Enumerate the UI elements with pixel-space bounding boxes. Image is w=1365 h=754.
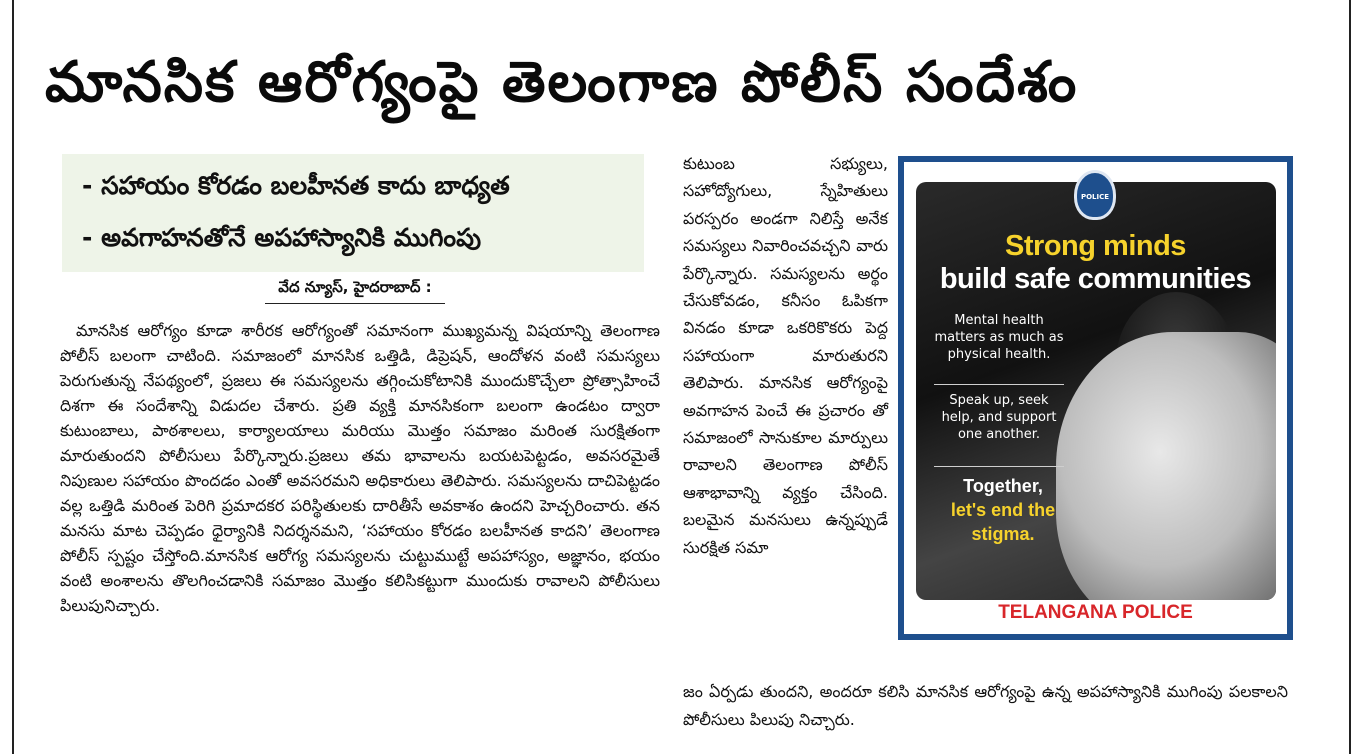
article-column-2: కుటుంబ సభ్యులు, సహోద్యోగులు, స్నేహితులు పరస్పరం అండగా నిలిస్తే అనేక సమస్యలు నివారించవచ్చని వారు పేర్కొన్నారు. సమస్యలను అర్థం చేసుకోవడం, కనీసం ఓపికగా వినడం కూడా ఒకరికొకరు పెద్ద సహాయంగా మారుతురని తెలిపారు. మానసిక ఆరోగ్యంపై అవగాహన పెంచే ఈ ప్రచారం తో సమాజంలో సానుకూల మార్పులు రావాలని తెలంగాణ పోలీస్ ఆశాభావాన్ని వ్యక్తం చేసింది. బలమైన మనసులు ఉన్నప్పుడే సురక్షిత సమా [683,154,888,557]
poster-title-line1: Strong minds [1005,230,1186,262]
poster-text-1: Mental health matters as much as physical health. [934,313,1064,362]
byline: వేద న్యూస్, హైదరాబాద్ : [265,278,445,304]
police-badge-icon: POLICE [1074,170,1116,220]
poster-divider-1 [934,384,1064,385]
poster-divider-2 [934,466,1064,467]
poster-together: Together, [963,476,1043,496]
person-shoulder-shape [1056,332,1276,600]
poster-footer: TELANGANA POLICE [998,602,1193,623]
poster-stigma: let's end the stigma. [950,500,1056,544]
poster-image [898,156,1293,640]
subheading-2: - అవగాహనతోనే అపహాస్యానికి ముగింపు [82,223,482,252]
poster-text-2: Speak up, seek help, and support one another. [941,393,1057,442]
subheading-box [62,154,644,272]
subheading-1: - సహాయం కోరడం బలహీనత కాదు బాధ్యత [82,171,510,200]
poster-title-line2: build safe communities [939,263,1252,295]
article-column-1: మానసిక ఆరోగ్యం కూడా శారీరక ఆరోగ్యంతో సమానంగా ముఖ్యమన్న విషయాన్ని తెలంగాణ పోలీస్ బలంగా చాటింది. సమాజంలో మానసిక ఒత్తిడి, డిప్రెషన్, ఆందోళన వంటి సమస్యలు పెరుగుతున్న నేపథ్యంలో, ప్రజలు ఈ సమస్యలను తగ్గించుకోటానికి ముందుకొచ్చేలా ప్రోత్సాహించే దిశగా ఈ సందేశాన్ని విడుదల చేశారు. ప్రతి వ్యక్తి మానసికంగా బలంగా ఉండటం ద్వారా కుటుంబాలు, పాఠశాలలు, కార్యాలయాలు మరియు మొత్తం సమాజం మరింత సురక్షితంగా మారుతుందని పోలీసులు పేర్కొన్నారు.ప్రజలు తమ భావాలను బయటపెట్టడం, అవసరమైతే నిపుణుల సహాయం పొందడం ఎంతో అవసరమని అధికారులు తెలిపారు. సమస్యలను దాచిపెట్టడం వల్ల ఒత్తిడి మరింత పెరిగి ప్రమాదకర పరిస్థితులకు దారితీసే అవకాశం ఉందని హెచ్చరించారు. తన మనసు మాట చెప్పడం ధైర్యానికి నిదర్శనమని, ‘సహాయం కోరడం బలహీనత కాదని’ తెలంగాణ పోలీస్ స్పష్టం చేస్తోంది.మానసిక ఆరోగ్య సమస్యలను చుట్టుముట్టే అపహాస్యం, అజ్ఞానం, భయం వంటి అంశాలను తొలగించడానికి సమాజం మొత్తం కలిసికట్టుగా ముందుకు రావాలని పోలీసులు పిలుపునిచ్చారు. [60,321,660,615]
headline: మానసిక ఆరోగ్యంపై తెలంగాణ పోలీస్ సందేశం [45,50,1079,115]
poster-inner [904,162,1287,634]
article-tail: జం ఏర్పడు తుందని, అందరూ కలిసి మానసిక ఆరోగ్యంపై ఉన్న అపహాస్యానికి ముగింపు పలకాలని పోలీసులు పిలుపు నిచ్చారు. [683,682,1288,729]
